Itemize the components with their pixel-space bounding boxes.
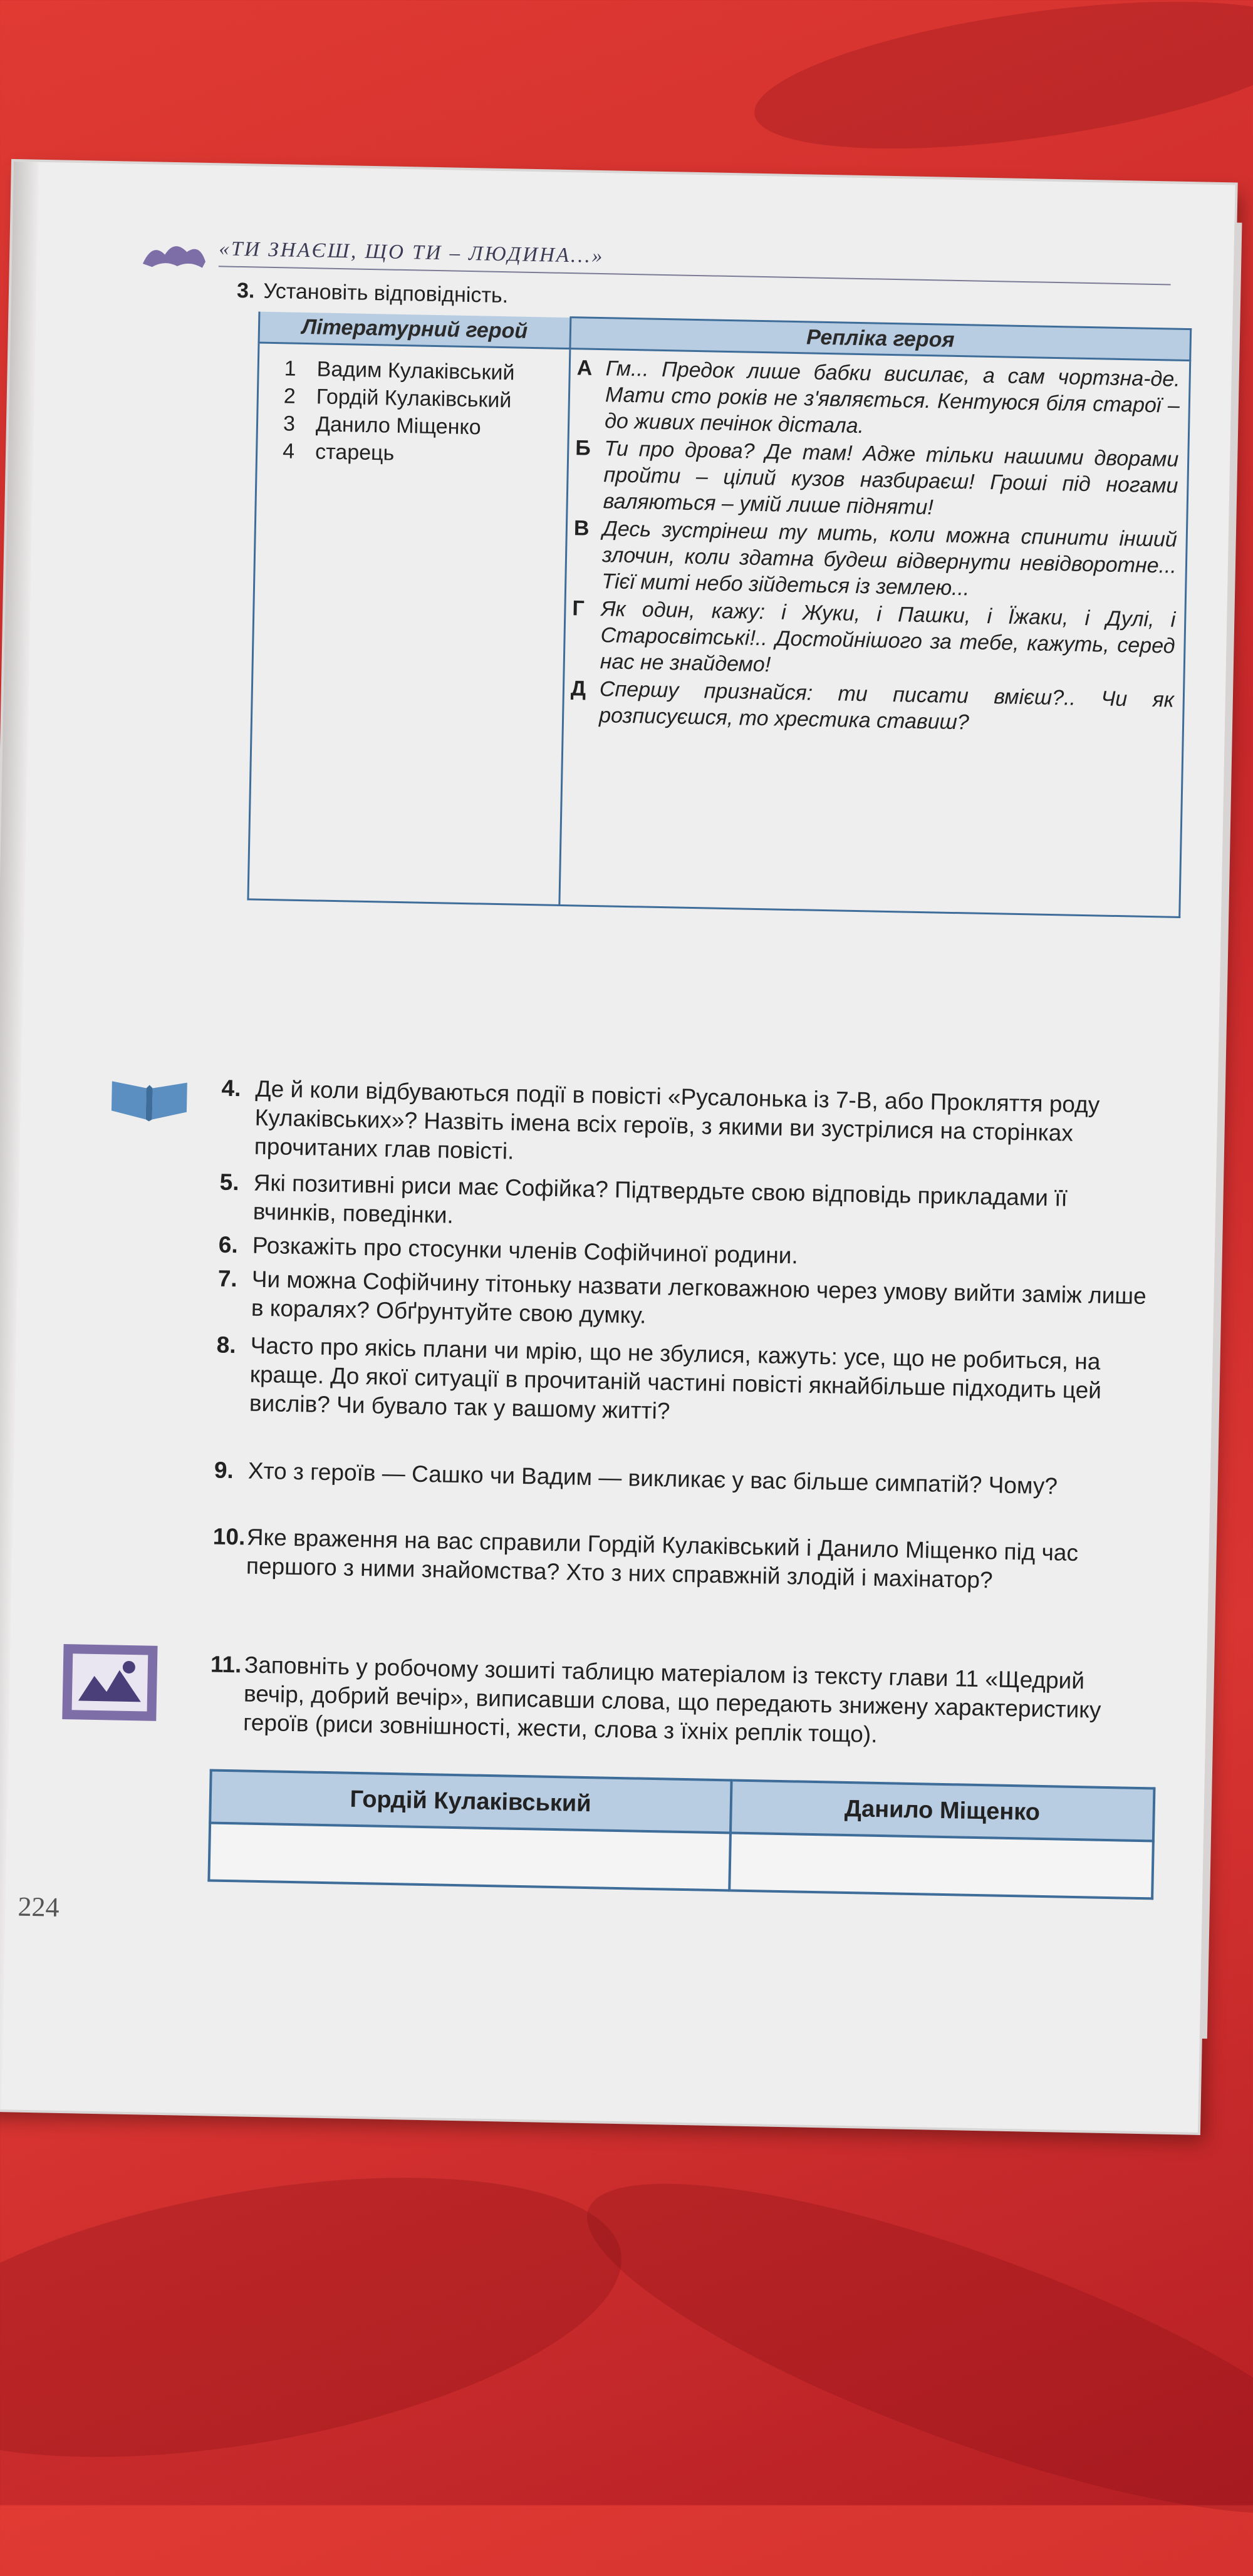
workbook-task-icon xyxy=(59,1641,160,1724)
reply-text: Десь зустрінеш ту мить, коли можна спинити інший злочин, коли здатна будеш відвернути невідворотне... Тієї миті небо зійдеться із землею... xyxy=(601,517,1178,601)
heroes-cell xyxy=(248,343,570,905)
reply-item xyxy=(570,675,1174,739)
hero-number: 1 xyxy=(284,356,297,381)
question-9 xyxy=(214,1456,1148,1503)
reply-letter: Д xyxy=(570,676,586,701)
hero-number: 4 xyxy=(282,439,295,463)
col-header-hero: Літературний герой xyxy=(259,311,571,349)
reply-item xyxy=(571,595,1175,685)
replies-cell xyxy=(559,349,1190,918)
reply-letter: А xyxy=(576,356,593,380)
page-number: 224 xyxy=(18,1891,60,1923)
hero-name: Данило Міщенко xyxy=(315,412,481,440)
hero-number: 2 xyxy=(283,384,296,408)
running-header: «ТИ ЗНАЄШ, ЩО ТИ – ЛЮДИНА...» xyxy=(219,237,605,268)
book-spine xyxy=(0,162,39,2109)
question-text: Яке враження на вас справили Гордій Кулаківський і Данило Міщенко під час першого з ними знайомства? Хто з них справжній злодій і махінатор? xyxy=(246,1524,1079,1593)
question-number: 3. xyxy=(236,278,255,303)
reply-text: Як один, кажу: і Жуки, і Пашки, і Їжаки, і Дулі, і Старосвітські!.. Достойнішого за тебе, кажуть, серед нас не знайдемо! xyxy=(600,597,1176,677)
hero-item xyxy=(266,355,561,387)
question-number: 5. xyxy=(219,1169,240,1196)
hero-number: 3 xyxy=(283,411,296,436)
reply-letter: Б xyxy=(575,436,591,460)
hero-name: Вадим Кулаківський xyxy=(316,357,515,385)
open-book-icon xyxy=(108,1072,191,1123)
fill-in-table xyxy=(207,1769,1155,1900)
col-header-danylo: Данило Міщенко xyxy=(730,1780,1155,1841)
fabric-fold xyxy=(0,2129,643,2506)
question-number: 4. xyxy=(221,1075,241,1102)
question-text: Часто про якісь плани чи мрію, що не збулися, кажуть: усе, що не робиться, на краще. До якої ситуації в прочитаній частині повісті якнайбільше підходить цей вислів? Чи бувало так у вашому житті? xyxy=(249,1332,1102,1424)
empty-cell xyxy=(209,1823,730,1891)
question-number: 6. xyxy=(218,1231,239,1258)
reply-letter: Г xyxy=(572,596,585,621)
hero-item xyxy=(266,410,561,442)
fabric-fold xyxy=(746,0,1253,177)
reply-item xyxy=(576,354,1180,445)
question-text: Де й коли відбуваються події в повісті «Русалонька із 7-В, або Прокляття роду Кулаківських»? Назвіть імена всіх героїв, з якими ви зустрілися на сторінках прочитаних глав повісті. xyxy=(254,1075,1100,1164)
question-number: 10. xyxy=(212,1523,246,1550)
question-text: Заповніть у робочому зошиті таблицю матеріалом із тексту глави 11 «Щедрий вечір, добрий вечір», виписавши слова, що передають знижену характеристику героїв (риси зовнішності, жести, слова з їхніх реплік тощо). xyxy=(242,1652,1101,1747)
reply-item xyxy=(573,515,1177,605)
question-number: 11. xyxy=(210,1651,242,1678)
question-3 xyxy=(237,279,509,308)
question-text: Установіть відповідність. xyxy=(263,279,509,308)
hero-name: Гордій Кулаківський xyxy=(316,385,512,413)
question-text: Які позитивні риси має Софійка? Підтвердьте свою відповідь прикладами її вчинків, поведінки. xyxy=(252,1169,1068,1228)
reply-letter: В xyxy=(573,516,590,541)
empty-cell xyxy=(729,1833,1153,1898)
question-5 xyxy=(219,1168,1153,1244)
question-10 xyxy=(212,1523,1146,1598)
question-number: 9. xyxy=(214,1457,234,1484)
reply-text: Спершу признайся: ти писати вмієш?.. Чи як розписуєшся, то хрестика ставиш? xyxy=(598,677,1175,735)
question-11 xyxy=(209,1650,1144,1754)
col-header-gordiy: Гордій Кулаківський xyxy=(210,1771,731,1833)
hero-name: старець xyxy=(315,440,395,465)
question-number: 8. xyxy=(216,1332,237,1358)
reply-text: Ти про дрова? Де там! Адже тільки нашими дворами пройти – цілий кузов назбираєш! Гроші під ногами валяються – умій лише підняти! xyxy=(603,437,1179,520)
next-page-edge xyxy=(1200,222,1242,2039)
question-4 xyxy=(220,1074,1155,1179)
reply-text: Гм... Предок лише бабки висилає, а сам чортзна-де. Мати сто років не з'являється. Кентуюся біля старої – до живих печінок дістала. xyxy=(604,356,1181,438)
question-text: Розкажіть про стосунки членів Софійчиної родини. xyxy=(252,1232,799,1269)
matching-table xyxy=(247,311,1192,918)
question-text: Хто з героїв — Сашко чи Вадим — викликає у вас більше симпатій? Чому? xyxy=(247,1457,1058,1499)
hero-item xyxy=(266,383,561,415)
header-ornament-icon xyxy=(140,235,209,274)
question-8 xyxy=(216,1331,1150,1435)
question-text: Чи можна Софійчину тітоньку назвати легковажною через умову вийти заміж лише в коралях? Обґрунтуйте свою думку. xyxy=(251,1266,1147,1328)
hero-item xyxy=(265,438,560,470)
question-number: 7. xyxy=(217,1265,238,1292)
question-7 xyxy=(217,1265,1151,1340)
col-header-reply: Репліка героя xyxy=(570,318,1191,361)
book-page xyxy=(0,162,1235,2133)
fabric-fold xyxy=(556,2121,1253,2576)
reply-item xyxy=(574,435,1178,525)
